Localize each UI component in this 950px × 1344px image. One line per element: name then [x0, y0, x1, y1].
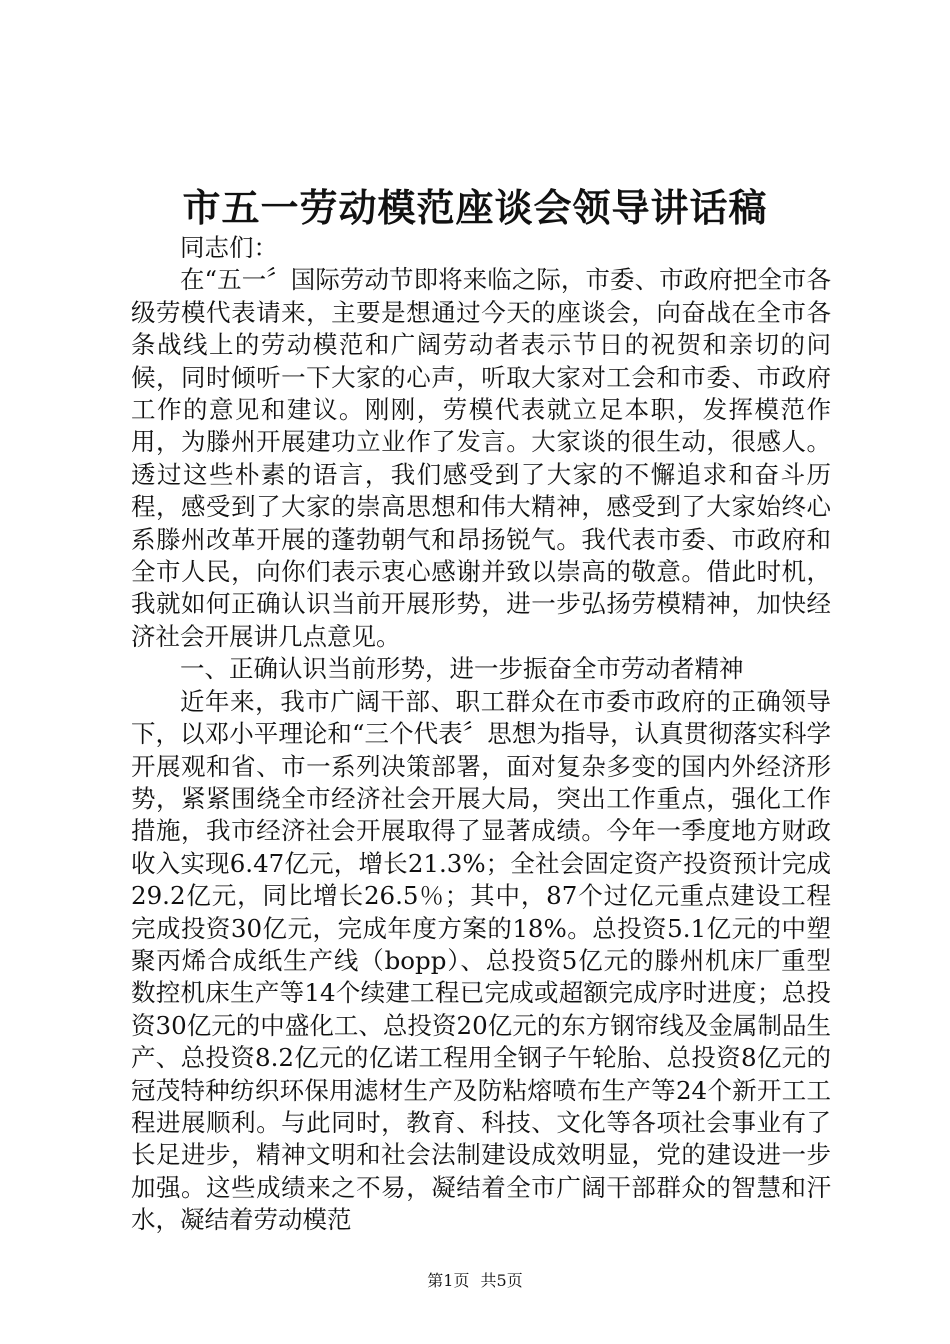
- page-footer: [0, 1270, 950, 1292]
- page-total: 共5页: [480, 1271, 523, 1290]
- salutation: 同志们：: [180, 233, 278, 262]
- paragraph-achievements: 近年来，我市广阔干部、职工群众在市委市政府的正确领导下，以邓小平理论和“三个代表〞思想为指导，认真贯彻落实科学开展观和省、市一系列决策部署，面对复杂多变的国内外经济形势，紧紧围绕全市经济社会开展大局，突出工作重点，强化工作措施，我市经济社会开展取得了显著成绩。今年一季度地方财政收入实现6.47亿元，增长21.3%；全社会固定资产投资预计完成29.2亿元，同比增长26.5％；其中，87个过亿元重点建设工程完成投资30亿元，完成年度方案的18%。总投资5.1亿元的中塑聚丙烯合成纸生产线（bopp）、总投资5亿元的滕州机床厂重型数控机床生产等14个续建工程已完成或超额完成序时进度；总投资30亿元的中盛化工、总投资20亿元的东方钢帘线及金属制品生产、总投资8.2亿元的亿诺工程用全钢子午轮胎、总投资8亿元的冠茂特种纺织环保用滤材生产及防粘熔喷布生产等24个新开工工程进展顺利。与此同时，教育、科技、文化等各项社会事业有了长足进步，精神文明和社会法制建设成效明显，党的建设进一步加强。这些成绩来之不易，凝结着全市广阔干部群众的智慧和汗水，凝结着劳动模范: [131, 686, 831, 1235]
- document-title: 市五一劳动模范座谈会领导讲话稿: [182, 185, 768, 230]
- paragraph-intro: 在“五一〞国际劳动节即将来临之际，市委、市政府把全市各级劳模代表请来，主要是想通过今天的座谈会，向奋战在全市各条战线上的劳动模范和广阔劳动者表示节日的祝贺和亲切的问候，同时倾听一下大家的心声，听取大家对工会和市委、市政府工作的意见和建议。刚刚，劳模代表就立足本职，发挥模范作用，为滕州开展建功立业作了发言。大家谈的很生动，很感人。透过这些朴素的语言，我们感受到了大家的不懈追求和奋斗历程，感受到了大家的崇高思想和伟大精神，感受到了大家始终心系滕州改革开展的蓬勃朝气和昂扬锐气。我代表市委、市政府和全市人民，向你们表示衷心感谢并致以崇高的敬意。借此时机，我就如何正确认识当前开展形势，进一步弘扬劳模精神，加快经济社会开展讲几点意见。: [131, 265, 831, 651]
- document-body: [131, 232, 831, 1237]
- page-number: 第1页: [427, 1271, 470, 1290]
- section-heading: 一、正确认识当前形势，进一步振奋全市劳动者精神: [180, 654, 744, 684]
